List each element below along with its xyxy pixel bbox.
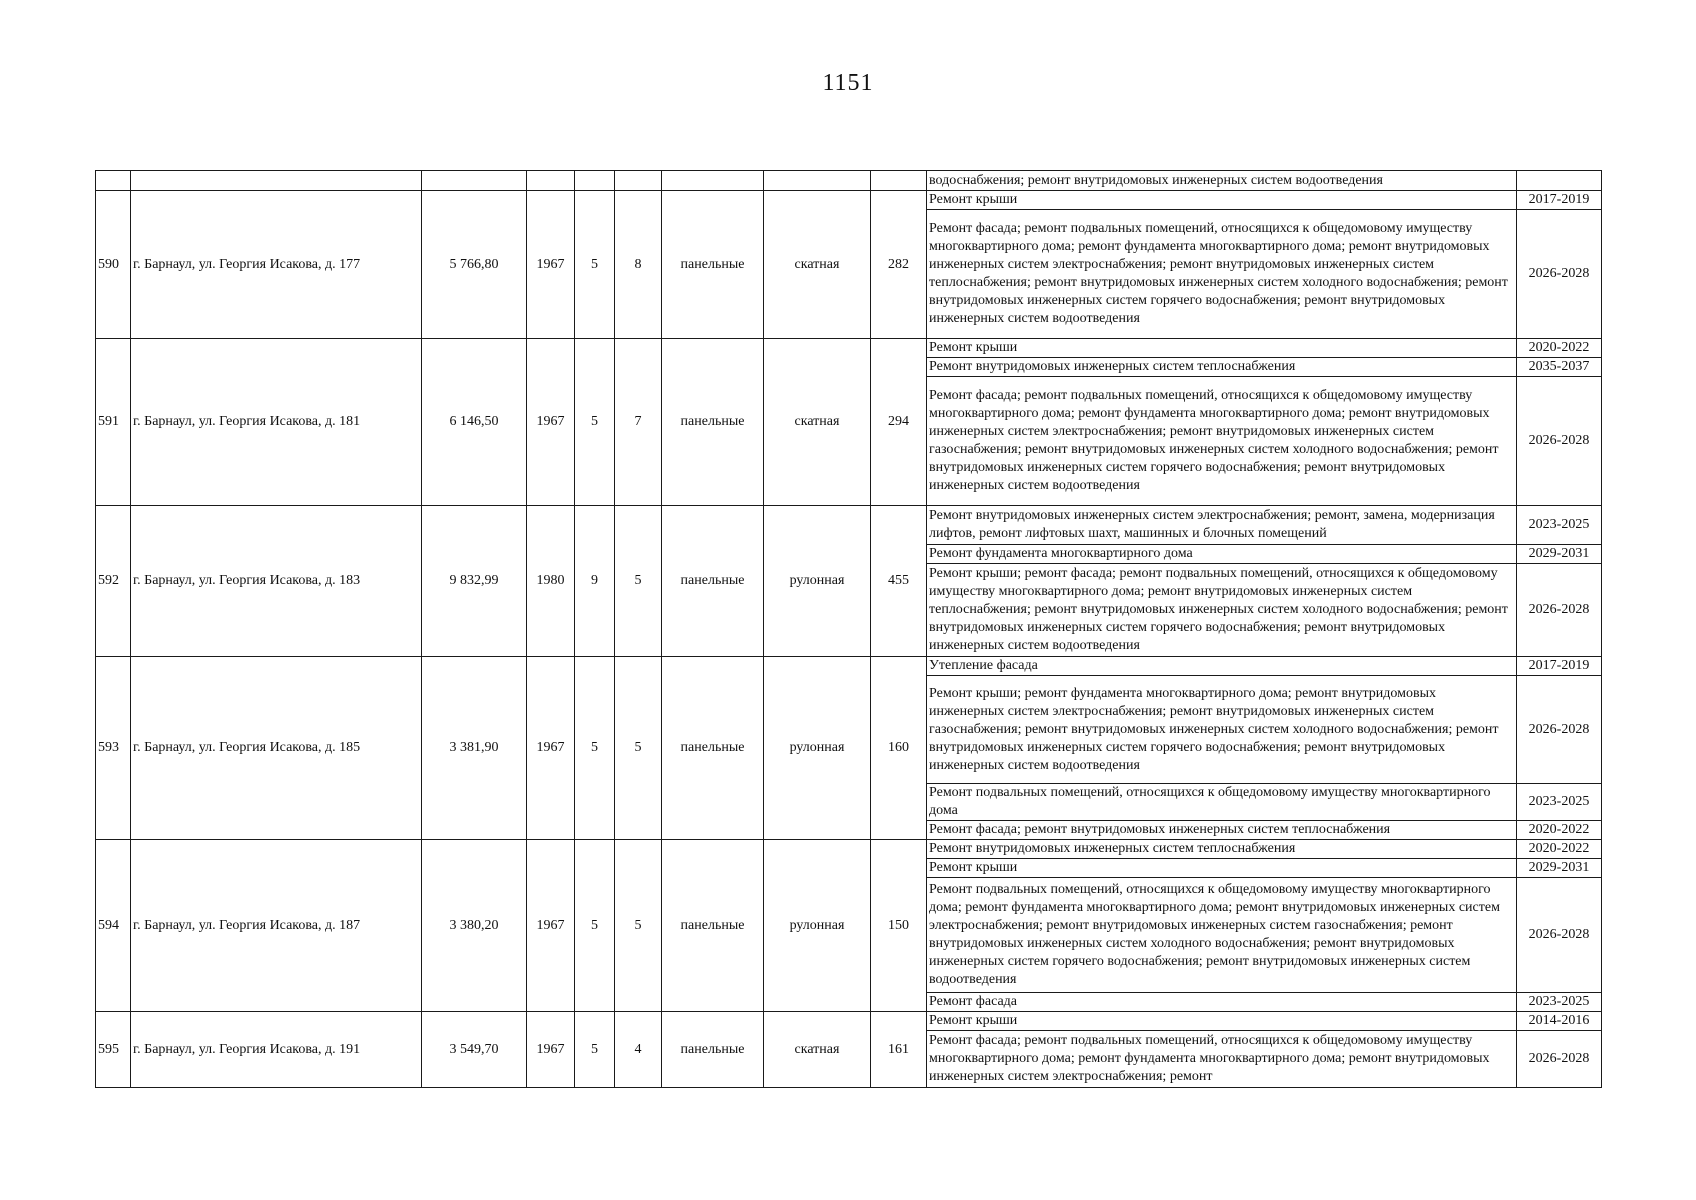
roof-cell: рулонная (764, 840, 871, 1012)
year-cell: 1967 (527, 840, 575, 1012)
residents-cell: 455 (871, 506, 927, 657)
period-cell: 2026-2028 (1517, 210, 1602, 339)
walls-cell: панельные (662, 191, 764, 339)
period-cell: 2023-2025 (1517, 784, 1602, 821)
residents-cell: 294 (871, 339, 927, 506)
floors-cell: 5 (575, 1012, 615, 1088)
blank-cell (131, 171, 422, 191)
page-number: 1151 (822, 70, 874, 96)
work-cell: Ремонт внутридомовых инженерных систем теплоснабжения (927, 358, 1517, 377)
building-number: 594 (96, 840, 131, 1012)
residents-cell: 161 (871, 1012, 927, 1088)
entrances-cell: 5 (615, 840, 662, 1012)
residents-cell: 160 (871, 657, 927, 840)
building-number: 590 (96, 191, 131, 339)
roof-cell: скатная (764, 339, 871, 506)
work-cell: Ремонт внутридомовых инженерных систем теплоснабжения (927, 840, 1517, 859)
blank-cell (575, 171, 615, 191)
year-cell: 1980 (527, 506, 575, 657)
work-cell: Ремонт фасада; ремонт подвальных помещений, относящихся к общедомовому имуществу многоквартирного дома; ремонт фундамента многоквартирного дома; ремонт внутридомовых инженерных систем электроснабжения; ремонт внутридомовых инженерных систем газоснабжения; ремонт внутридомовых инженерных систем холодного водоснабжения; ремонт внутридомовых инженерных систем горячего водоснабжения; ремонт внутридомовых инженерных систем водоотведения (927, 377, 1517, 506)
blank-cell (96, 171, 131, 191)
address-cell: г. Барнаул, ул. Георгия Исакова, д. 185 (131, 657, 422, 840)
floors-cell: 5 (575, 657, 615, 840)
floors-cell: 5 (575, 339, 615, 506)
work-cell: Ремонт фасада (927, 993, 1517, 1012)
period-cell: 2017-2019 (1517, 657, 1602, 676)
work-cell: Ремонт крыши (927, 1012, 1517, 1031)
floors-cell: 5 (575, 191, 615, 339)
address-cell: г. Барнаул, ул. Георгия Исакова, д. 187 (131, 840, 422, 1012)
period-cell: 2020-2022 (1517, 339, 1602, 358)
period-cell: 2020-2022 (1517, 821, 1602, 840)
capital-repair-table (95, 170, 1602, 1088)
blank-cell (871, 171, 927, 191)
table-row (96, 339, 1602, 358)
building-number: 591 (96, 339, 131, 506)
period-cell: 2026-2028 (1517, 1031, 1602, 1088)
year-cell: 1967 (527, 191, 575, 339)
area-cell: 3 380,20 (422, 840, 527, 1012)
building-number: 593 (96, 657, 131, 840)
walls-cell: панельные (662, 1012, 764, 1088)
work-cell: Ремонт фасада; ремонт подвальных помещений, относящихся к общедомовому имуществу многоквартирного дома; ремонт фундамента многоквартирного дома; ремонт внутридомовых инженерных систем электроснабжения; ремонт (927, 1031, 1517, 1088)
work-cell: водоснабжения; ремонт внутридомовых инженерных систем водоотведения (927, 171, 1517, 191)
roof-cell: скатная (764, 1012, 871, 1088)
work-cell: Ремонт внутридомовых инженерных систем электроснабжения; ремонт, замена, модернизация лифтов, ремонт лифтовых шахт, машинных и блочных помещений (927, 506, 1517, 545)
address-cell: г. Барнаул, ул. Георгия Исакова, д. 183 (131, 506, 422, 657)
period-cell: 2026-2028 (1517, 878, 1602, 993)
period-cell: 2029-2031 (1517, 545, 1602, 564)
table-row (96, 657, 1602, 676)
area-cell: 9 832,99 (422, 506, 527, 657)
entrances-cell: 5 (615, 657, 662, 840)
address-cell: г. Барнаул, ул. Георгия Исакова, д. 191 (131, 1012, 422, 1088)
period-cell: 2020-2022 (1517, 840, 1602, 859)
walls-cell: панельные (662, 840, 764, 1012)
building-number: 592 (96, 506, 131, 657)
period-cell: 2017-2019 (1517, 191, 1602, 210)
entrances-cell: 8 (615, 191, 662, 339)
continuation-row (96, 171, 1602, 191)
building-number: 595 (96, 1012, 131, 1088)
entrances-cell: 7 (615, 339, 662, 506)
blank-cell (764, 171, 871, 191)
period-cell: 2026-2028 (1517, 377, 1602, 506)
walls-cell: панельные (662, 506, 764, 657)
floors-cell: 5 (575, 840, 615, 1012)
year-cell: 1967 (527, 1012, 575, 1088)
period-cell: 2023-2025 (1517, 993, 1602, 1012)
table-row (96, 840, 1602, 859)
period-cell: 2026-2028 (1517, 676, 1602, 784)
period-cell: 2026-2028 (1517, 564, 1602, 657)
floors-cell: 9 (575, 506, 615, 657)
work-cell: Ремонт крыши; ремонт фундамента многоквартирного дома; ремонт внутридомовых инженерных систем электроснабжения; ремонт внутридомовых инженерных систем газоснабжения; ремонт внутридомовых инженерных систем холодного водоснабжения; ремонт внутридомовых инженерных систем горячего водоснабжения; ремонт внутридомовых инженерных систем водоотведения (927, 676, 1517, 784)
roof-cell: рулонная (764, 657, 871, 840)
blank-cell (662, 171, 764, 191)
period-cell: 2029-2031 (1517, 859, 1602, 878)
blank-cell (422, 171, 527, 191)
table-row (96, 506, 1602, 545)
area-cell: 3 549,70 (422, 1012, 527, 1088)
entrances-cell: 5 (615, 506, 662, 657)
roof-cell: скатная (764, 191, 871, 339)
period-cell: 2023-2025 (1517, 506, 1602, 545)
period-cell: 2035-2037 (1517, 358, 1602, 377)
work-cell: Ремонт фасада; ремонт внутридомовых инженерных систем теплоснабжения (927, 821, 1517, 840)
work-cell: Ремонт подвальных помещений, относящихся к общедомовому имуществу многоквартирного дома (927, 784, 1517, 821)
table-row (96, 1012, 1602, 1031)
period-cell: 2014-2016 (1517, 1012, 1602, 1031)
work-cell: Ремонт подвальных помещений, относящихся к общедомовому имуществу многоквартирного дома; ремонт фундамента многоквартирного дома; ремонт внутридомовых инженерных систем электроснабжения; ремонт внутридомовых инженерных систем газоснабжения; ремонт внутридомовых инженерных систем холодного водоснабжения; ремонт внутридомовых инженерных систем горячего водоснабжения; ремонт внутридомовых инженерных систем водоотведения (927, 878, 1517, 993)
blank-cell (527, 171, 575, 191)
work-cell: Ремонт фундамента многоквартирного дома (927, 545, 1517, 564)
address-cell: г. Барнаул, ул. Георгия Исакова, д. 177 (131, 191, 422, 339)
period-cell (1517, 171, 1602, 191)
work-cell: Ремонт крыши (927, 339, 1517, 358)
work-cell: Ремонт крыши (927, 191, 1517, 210)
residents-cell: 282 (871, 191, 927, 339)
area-cell: 6 146,50 (422, 339, 527, 506)
walls-cell: панельные (662, 657, 764, 840)
table-row (96, 191, 1602, 210)
entrances-cell: 4 (615, 1012, 662, 1088)
area-cell: 5 766,80 (422, 191, 527, 339)
work-cell: Ремонт крыши (927, 859, 1517, 878)
residents-cell: 150 (871, 840, 927, 1012)
year-cell: 1967 (527, 657, 575, 840)
work-cell: Ремонт крыши; ремонт фасада; ремонт подвальных помещений, относящихся к общедомовому имуществу многоквартирного дома; ремонт внутридомовых инженерных систем теплоснабжения; ремонт внутридомовых инженерных систем холодного водоснабжения; ремонт внутридомовых инженерных систем горячего водоснабжения; ремонт внутридомовых инженерных систем водоотведения (927, 564, 1517, 657)
work-cell: Утепление фасада (927, 657, 1517, 676)
year-cell: 1967 (527, 339, 575, 506)
blank-cell (615, 171, 662, 191)
roof-cell: рулонная (764, 506, 871, 657)
area-cell: 3 381,90 (422, 657, 527, 840)
work-cell: Ремонт фасада; ремонт подвальных помещений, относящихся к общедомовому имуществу многоквартирного дома; ремонт фундамента многоквартирного дома; ремонт внутридомовых инженерных систем электроснабжения; ремонт внутридомовых инженерных систем теплоснабжения; ремонт внутридомовых инженерных систем холодного водоснабжения; ремонт внутридомовых инженерных систем горячего водоснабжения; ремонт внутридомовых инженерных систем водоотведения (927, 210, 1517, 339)
walls-cell: панельные (662, 339, 764, 506)
address-cell: г. Барнаул, ул. Георгия Исакова, д. 181 (131, 339, 422, 506)
table-body (96, 171, 1602, 1088)
